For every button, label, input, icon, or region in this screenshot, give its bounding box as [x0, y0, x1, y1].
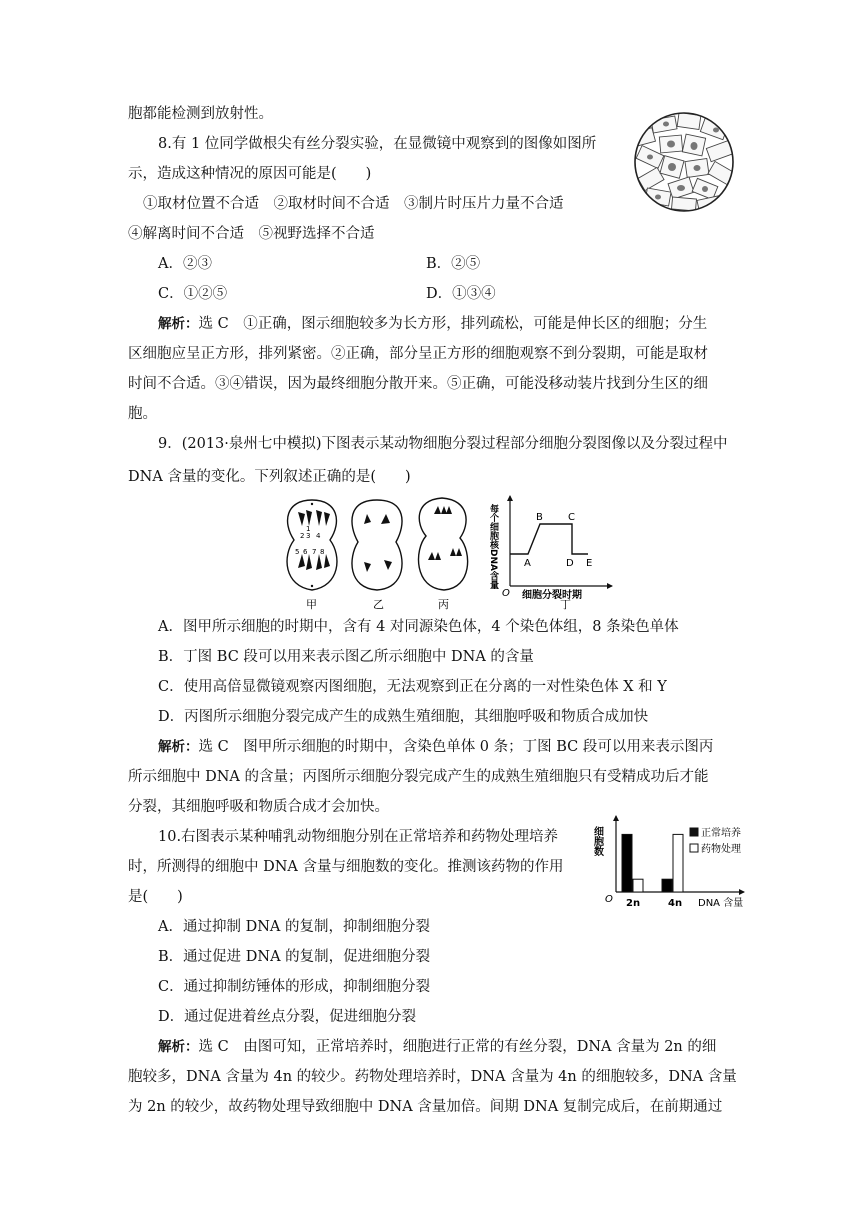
text-line: 胞较多，DNA 含量为 4n 的较少。药物处理培养时，DNA 含量为 4n 的细胞较多，DNA 含量 [128, 1069, 737, 1085]
question-8-stem: 示，造成这种情况的原因可能是( ) [128, 166, 372, 182]
legend-swatch-drug [690, 844, 698, 852]
y-axis-label: 细胞数 [591, 826, 603, 856]
option-d: D．丙图所示细胞分裂完成产生的成熟生殖细胞，其细胞呼吸和物质合成加快 [158, 709, 649, 725]
question-9-stem: DNA 含量的变化。下列叙述正确的是( ) [128, 469, 411, 485]
point-label: C [568, 512, 575, 523]
microscope-field-figure [632, 110, 736, 214]
point-label: B [536, 512, 543, 523]
text-line: 胞都能检测到放射性。 [128, 106, 273, 122]
answer-label: 解析： [158, 316, 199, 332]
text-line: 分裂，其细胞呼吸和物质合成才会加快。 [128, 799, 389, 815]
question-8-items: ④解离时间不合适 ⑤视野选择不合适 [128, 226, 375, 242]
graph-xlabel: 细胞分裂时期 [522, 590, 582, 601]
answer-9 [158, 737, 713, 757]
text-line: 所示细胞中 DNA 的含量；丙图所示细胞分裂完成产生的成熟生殖细胞只有受精成功后才能 [128, 769, 709, 785]
graph-origin: O [502, 588, 510, 599]
bar-normal-2n [622, 834, 632, 892]
text-line: 时间不合适。③④错误，因为最终细胞分散开来。⑤正确，可能没移动装片找到分生区的细 [128, 376, 708, 392]
question-9-stem: 9．(2013·泉州七中模拟)下图表示某动物细胞分裂过程部分细胞分裂图像以及分裂过程中 [158, 436, 728, 452]
question-10-stem: 时，所测得的细胞中 DNA 含量与细胞数的变化。推测该药物的作用 [128, 859, 564, 875]
answer-text: 选 C 由图可知，正常培养时，细胞进行正常的有丝分裂，DNA 含量为 2n 的细 [198, 1039, 717, 1055]
option-d: D．①③④ [426, 286, 496, 302]
question-10-stem: 是( ) [128, 889, 183, 905]
cell-jia [287, 500, 337, 590]
dna-content-graph [488, 495, 613, 601]
cell-label: 乙 [373, 598, 384, 611]
legend-swatch-normal [690, 828, 698, 836]
chromosome-number: 5 [295, 548, 300, 556]
text-line: 胞。 [128, 406, 157, 422]
graph-ylabel: 每个细胞核DNA含量 [488, 504, 498, 589]
text-line: 为 2n 的较少，故药物处理导致细胞中 DNA 含量加倍。间期 DNA 复制完成后，在前期通过 [128, 1099, 723, 1115]
chromosome-number: 7 [312, 548, 317, 556]
cell-label: 丁 [560, 598, 571, 611]
cell-label: 甲 [306, 598, 317, 611]
answer-label: 解析： [158, 1039, 199, 1055]
chromosome-number: 6 [303, 548, 308, 556]
question-8-stem: 8.有 1 位同学做根尖有丝分裂实验，在显微镜中观察到的图像如图所 [158, 136, 597, 152]
point-label: A [524, 558, 531, 569]
bar-chart-figure [591, 812, 774, 910]
cell-label: 丙 [438, 598, 449, 611]
text-line: 区细胞应呈正方形，排列紧密。②正确，部分呈正方形的细胞观察不到分裂期，可能是取材 [128, 346, 708, 362]
option-c: C．①②⑤ [158, 286, 228, 302]
chromosome-number: 1 [306, 525, 311, 533]
option-c: C．通过抑制纺锤体的形成，抑制细胞分裂 [158, 979, 431, 995]
answer-8 [158, 314, 707, 334]
option-c: C．使用高倍显微镜观察丙图细胞，无法观察到正在分离的一对性染色体 X 和 Y [158, 679, 667, 695]
option-b: B．丁图 BC 段可以用来表示图乙所示细胞中 DNA 的含量 [158, 649, 534, 665]
option-d: D．通过促进着丝点分裂，促进细胞分裂 [158, 1009, 417, 1025]
option-a: A．通过抑制 DNA 的复制，抑制细胞分裂 [158, 919, 430, 935]
chromosome-number: 3 [306, 532, 311, 540]
option-a: A．图甲所示细胞的时期中，含有 4 对同源染色体，4 个染色体组，8 条染色单体 [158, 619, 679, 635]
cell-yi [352, 500, 402, 590]
answer-label: 解析： [158, 739, 199, 755]
legend-entry: 正常培养 [701, 828, 741, 839]
answer-10 [158, 1037, 716, 1057]
bar-normal-4n [662, 879, 672, 892]
point-label: D [566, 558, 574, 569]
option-b: B．②⑤ [426, 256, 481, 272]
question-8-items: ①取材位置不合适 ②取材时间不合适 ③制片时压片力量不合适 [143, 196, 564, 212]
question-10-stem: 10.右图表示某种哺乳动物细胞分别在正常培养和药物处理培养 [158, 829, 559, 845]
x-axis-label: DNA 含量 [698, 898, 744, 909]
bar-drug-4n [673, 834, 683, 892]
chromosome-number: 2 [300, 532, 305, 540]
chart-origin: O [605, 894, 613, 905]
option-b: B．通过促进 DNA 的复制，促进细胞分裂 [158, 949, 431, 965]
chromosome-number: 4 [316, 532, 321, 540]
legend-entry: 药物处理 [701, 844, 741, 855]
cell-division-figure [276, 494, 616, 612]
cell-bing [419, 498, 468, 590]
bar-drug-2n [633, 879, 643, 892]
tick-label: 2n [626, 898, 641, 909]
point-label: E [586, 558, 593, 569]
answer-text: 选 C 图甲所示细胞的时期中，含染色单体 0 条；丁图 BC 段可以用来表示图丙 [198, 739, 714, 755]
tick-label: 4n [668, 898, 683, 909]
answer-text: 选 C ①正确，图示细胞较多为长方形，排列疏松，可能是伸长区的细胞；分生 [198, 316, 708, 332]
option-a: A．②③ [158, 256, 212, 272]
chromosome-number: 8 [320, 548, 325, 556]
